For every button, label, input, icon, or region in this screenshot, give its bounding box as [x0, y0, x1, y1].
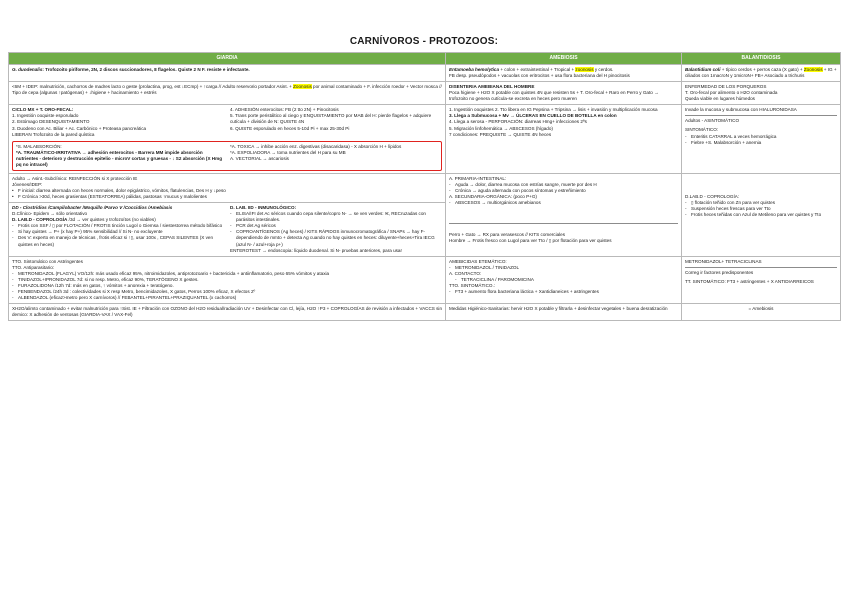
header-giardia: GIARDIA [9, 53, 446, 65]
list-item: - ▯ flotación teñido con Zn para ver quistes [685, 200, 837, 206]
table-row [9, 256, 841, 303]
table-row [9, 65, 841, 82]
list-item: - FENBENDAZOL /24h 3d : colectividades si X resp Metro, bencimidazoles, X gatos, Perros 100% eficaz, X efectos 2º [12, 289, 442, 295]
table-row [9, 173, 841, 202]
list-item: - Frotis con SSF / ▯ por FLOTACIÓN / FROTIS tinción Lugol o Giemsa / siestestorrea método bifásico [12, 223, 224, 229]
balantidium-species: Balantidium coli [685, 67, 721, 72]
list-item: - METRONIDAZOL / TINIDAZOL [449, 265, 678, 271]
header-amebiosis: AMEBIOSIS [446, 53, 682, 65]
giardia-treatment: TTO. Sintomático con Astringentes TTO. Antiparasitario: - METRONIDAZOL (FLAGYL) VO/12h: más usado eficaz 95%, nitroimidazoles, antiprotozoario + bactericida + antiinflamatorio, peso 65% vómitos y ataxia - TINIDAZOL+IPRONIDAZOL 7d: si no resp. Metro, eficaz 90%, TERATÓGENO X gestes. - FURAZOLIDONA /12h 7d: más en gatos, ↑ vómitos + anorexia + teratógeno. - FENBENDAZOL /24h 3d : colectividades si X resp Metro, bencimidazoles, X gatos, Perros 100% eficaz, X efectos 2º - ALBENDAZOL (eficaz>metro pero X carnívoros) // FEBANTEL+PIRANTEL+PRAZIQUANTEL (x cachorros) [9, 256, 446, 303]
list-item: - Enteritis CATARRAL a veces hemorrágica [685, 134, 837, 140]
list-item: - FURAZOLIDONA /12h 7d: más en gatos, ↑ vómitos + anorexia + teratógeno. [12, 283, 442, 289]
list-item: - Crónica → aguda alternada con pocos síntomas y estreñimiento [449, 188, 678, 194]
list-item: - TINIDAZOL+IPRONIDAZOL 7d: si no resp. Metro, eficaz 90%, TERATÓGENO X gestes. [12, 277, 442, 283]
balantidiosis-epidemiology: ENFERMEDAD DE LOS PORQUEROS T. Oro-fecal por alimento o H2O contaminada Queda viable en lugares húmedos [682, 82, 841, 105]
amebiosis-etiology: Entamoeba hemolytica + colon + extraintestinal + Tropical + zoonosis y cerdos. FB desp. pseudópodos + vacuolas con eritrocitos + usa flora bacteriana del H pinocitosis [446, 65, 682, 82]
list-item: - Fiebre +S. Malabsorción + anemia [685, 140, 837, 146]
balantidiosis-cycle: Invade la mucosa y submucosa con HIALURONIDASA Adultos - ASINTOMÁTICO SINTOMÁTICO: - Enteritis CATARRAL a veces hemorrágica - Fiebre +S. Malabsorción + anemia [682, 105, 841, 174]
balantidiosis-diagnosis: D.LAB.D - COPROLOGÍA: - ▯ flotación teñido con Zn para ver quistes - Suspensión heces frescas para ver Tto - Frotis heces teñidas con Azul de Metileno para ver quistes y Tto [682, 173, 841, 256]
balantidiosis-prevention: = Amebiosis [682, 304, 841, 321]
amebiosis-epidemiology: DISENTERIA AMEBIANA DEL HOMBRE Poca higiene + H2O X potable con quistes 4N que resisten 5s + T. Oro-fecal + Raro en Perro y Gato → trofozoito no genera cutícula-se excreta en heces pero mueren [446, 82, 682, 105]
list-item: - Des V: experto en manejo de técnicas , frotis eficaz si ↑▯, usar 100x , CEPAS SILENTES (X ven quistes en heces) [12, 235, 224, 247]
giardia-clinical: Adulto → Asint.-Subclínico: REINFECCIÓN si X protección IE Jóvenes/IDEP: • F inicial: diarrea alternada con heces normales, dolor epigástrico, vómitos, flatulencias, Des H y ↓peso • F Crónica >30d, heces grasientas (ESTEATORREA) pálidas, pastosas ↑mucus y malolientes [9, 173, 446, 202]
list-item: - Suspensión heces frescas para ver Tto [685, 206, 837, 212]
amebiosis-prevention: Medidas Higiénico-Sanitarias: hervir H2O X potable y filtrarla + desinfectar vegetales + buena desratización [446, 304, 682, 321]
list-item: - METRONIDAZOL (FLAGYL) VO/12h: más usado eficaz 95%, nitroimidazoles, antiprotozoario + bactericida + antiinflamatorio, peso 65% vómitos y ataxia [12, 271, 442, 277]
amoeba-species: Entamoeba hemolytica [449, 67, 500, 72]
giardia-diagnosis: DD - Clostridios /Campilobacter /Moquillo /Parvo V /Coccidios /Amebiasis D.Clínico- Epidem → sólo orientativo D. LAB.D - COPROLOGÍA /3d → ver quistes y trofozoítos (no viables) - Frotis con SSF / ▯ por FLOTACIÓN / FROTIS tinción Lugol o Giemsa / siestestorrea método bifásico - Si hay quistes → P+ (x hay P+) 95% sensibilidad // Si N- no excluyente - Des V: experto en manejo de técnicas , frotis eficaz si ↑▯, usar 100x , CEPAS SILENTES (X ven quistes en heces) D. LAB. IID - INMUNOLÓGICO: - ELISA/IFI det Ac séricos cuando cepa silente/copro N- → se ven verdes: !€, RECruzadas con parásitos intestinales. - PCR det Ag séricos - COPROANTÍGENOS (Ag heces) / KITS RÁPIDOS inmunocromatográfica / SNAPs → hay F- dependiendo de mmto + detecta Ag cuando no hay quistes en heces: diluyente+heces+Tira IECG (azul N- / azul+roja p+) ENTEROTEST → endoscopia: líquido duodenal. Si N- pruebas anteriores, para usar [9, 203, 446, 257]
header-balantidiosis: BALANTIDIOSIS [682, 53, 841, 65]
list-item: - PCR det Ag séricos [230, 223, 442, 229]
header-row [9, 53, 841, 65]
balantidiosis-etiology: Balantidium coli + típico cerdos + perros caza (X gato) + Zoonosis + IG + ciliados con 1macroN y 1microN+ FB+ Asociado a trichuris [682, 65, 841, 82]
list-item: - COPROANTÍGENOS (Ag heces) / KITS RÁPIDOS inmunocromatográfica / SNAPs → hay F- dependiendo de mmto + detecta Ag cuando no hay quistes en heces: diluyente+heces+Tira IECG (azul N- / azul+roja p+) [230, 229, 442, 247]
list-item: - ABSCESOS → multiorgánicos amebianos [449, 200, 678, 206]
giardia-prevention: XH2O/alimto contaminado + evitar malnutrición para ↑Sist. IE + Filtración con OZONO del H2O residual/radiación UV + Desinfectar con Cl, lejía, H2O ↑P3 + COPROLOGÍAS de revisión a infectados + VACCS sin demico: X adhesión de ventosas (GIARDIA-VAX / VAX-Fel) [9, 304, 446, 321]
giardia-species: G. duodenalis [12, 67, 43, 72]
list-item: - Frotis heces teñidas con Azul de Metileno para ver quistes y Tto [685, 212, 837, 218]
list-item: - ALBENDAZOL (eficaz>metro pero X carnívoros) // FEBANTEL+PIRANTEL+PRAZIQUANTEL (x cachorros) [12, 295, 442, 301]
list-item: - Aguda → dolor, diarrea mucosa con estrías sangre, muerte por des H [449, 182, 678, 188]
pathogeny-box: *S. MALABSORCIÓN: *A. TRAUMÁTICO-IRRITATIVA → adhesión enterocitos - Barrera MM impide absorción nutrientes - deterioro y destrucción epitelio - microV cortas y gruesas - ↓ S2 absorción (X Hmg pq no intracel) *A. TOXICA → inhibe acción enz. digestivas (disacaridasa) - X absorción H + lípidos *A. EXPOLIADORA → toma nutrientes del H para su MB A. VECTORIAL → ascariosis [12, 141, 442, 171]
amebiosis-cycle: 1. Ingestión ooquistes 2. Tto libera en IG Pepsina + Tripsina → lisis + invasión y multiplicación mucosa 3. Llega a Submucosa + Mv → ÚLCERAS EN CUELLO DE BOTELLA en colon 4. Llega a serosa - PERFORACIÓN: diarreas Hmg+ infecciones 2ªs 5. Migración linfohemática → ABSCESOS (hígado) 7 condiciones: PREQUISTE → QUISTE 4N heces [446, 105, 682, 174]
page-title: CARNÍVOROS - PROTOZOOS: [349, 36, 499, 47]
table-row [9, 105, 841, 174]
list-item: - TETRACICLINA / PAROMOMICINA [455, 277, 678, 283]
amebiosis-clinical: A. PRIMARIA-INTESTINAL: - Aguda → dolor, diarrea mucosa con estrías sangre, muerte por des H - Crónica → aguda alternada con pocos síntomas y estreñimiento A. SECUNDARIA-ORGÁNICA: (poco P+G) - ABSCESOS → multiorgánicos amebianos Perro + Gato → RX para verasescos // KITS comerciales Hombre → Frotis fresco con Lugol para ver Tto / ▯ por flotación para ver quistes [446, 173, 682, 256]
giardia-cycle: CICLO MX + T. ORO-FECAL: 1. Ingestión ooquiste esporulado 2. Estómago DESENQUISTAMIENTO 3. Duodeno con Ac. Biliar + Ac. Carbónico + Proteasa pancreática LIBERAN Trofozoito de la pared quística 4. ADHESIÓN enterocitos: FB (2 tto 2N) + Pinocitosis 5. Trans porte peristáltico al ciego y ENQUISTAMIENTO por MAB del H: pierde flagelos + adquiere cutícula + división de N: QUISTE 4N 6. QUISTE esporulado en heces 5-10d Pi + max 25-30d Pi *S. MALABSORCIÓN: *A. TRAUMÁTICO-IRRITATIVA → adhesión enterocitos - Barrera MM impide absorción nutrientes - deterioro y destrucción epitelio - microV cortas y gruesas - ↓ S2 absorción (X Hmg pq no intracel) *A. TOXICA → inhibe acción enz. digestivas (disacaridasa) - X absorción H + lípidos *A. EXPOLIADORA → toma nutrientes del H para su MB A. VECTORIAL → ascariosis [9, 105, 446, 174]
balantidiosis-treatment: METRONIDAZOL+ TETRACICLINAS Correg ir factores predisponentes TT. SINTOMÁTICO: FT3 + astringentes + X ANTIDIARREICOS [682, 256, 841, 303]
amebiosis-treatment: AMEBICIDAS ETEMÁTICO: - METRONIDAZOL / TINIDAZOL A. CONTACTO: - TETRACICLINA / PAROMOMICINA TTO. SINTOMÁTICO.: - FT3 + aumento flora bacteriana láctica + Xantidianeices + astringentes [446, 256, 682, 303]
list-item: • F Crónica >30d, heces grasientas (ESTEATORREA) pálidas, pastosas ↑mucus y malolientes [12, 194, 442, 200]
summary-table [8, 52, 841, 321]
table-row [9, 304, 841, 321]
list-item: - Si hay quistes → P+ (x hay P+) 95% sensibilidad // Si N- no excluyente [12, 229, 224, 235]
giardia-etiology: G. duodenalis: Trofozoito piriforme, 2N, 2 discos succionadores, 8 flagelos. Quiste 2 N F. resiste e infectante. [9, 65, 446, 82]
giardia-epidemiology: <6M + IDEP: malnutrición, cachorros de madres lacto o geste (prolactina, prog, est ↓ECmp) + ↑carga // Adulto reservorio portador Asint. + Zoonosis por animal contaminado + F. infección roedor + Vector mosca // Tipo de cepa (algunas ↑patógenas) + ↓higiene + hacinamiento + estrés [9, 82, 446, 105]
list-item: • F inicial: diarrea alternada con heces normales, dolor epigástrico, vómitos, flatulencias, Des H y ↓peso [12, 188, 442, 194]
list-item: - FT3 + aumento flora bacteriana láctica + Xantidianeices + astringentes [449, 289, 678, 295]
table-row [9, 82, 841, 105]
list-item: - ELISA/IFI det Ac séricos cuando cepa silente/copro N- → se ven verdes: !€, RECruzadas con parásitos intestinales. [230, 211, 442, 223]
